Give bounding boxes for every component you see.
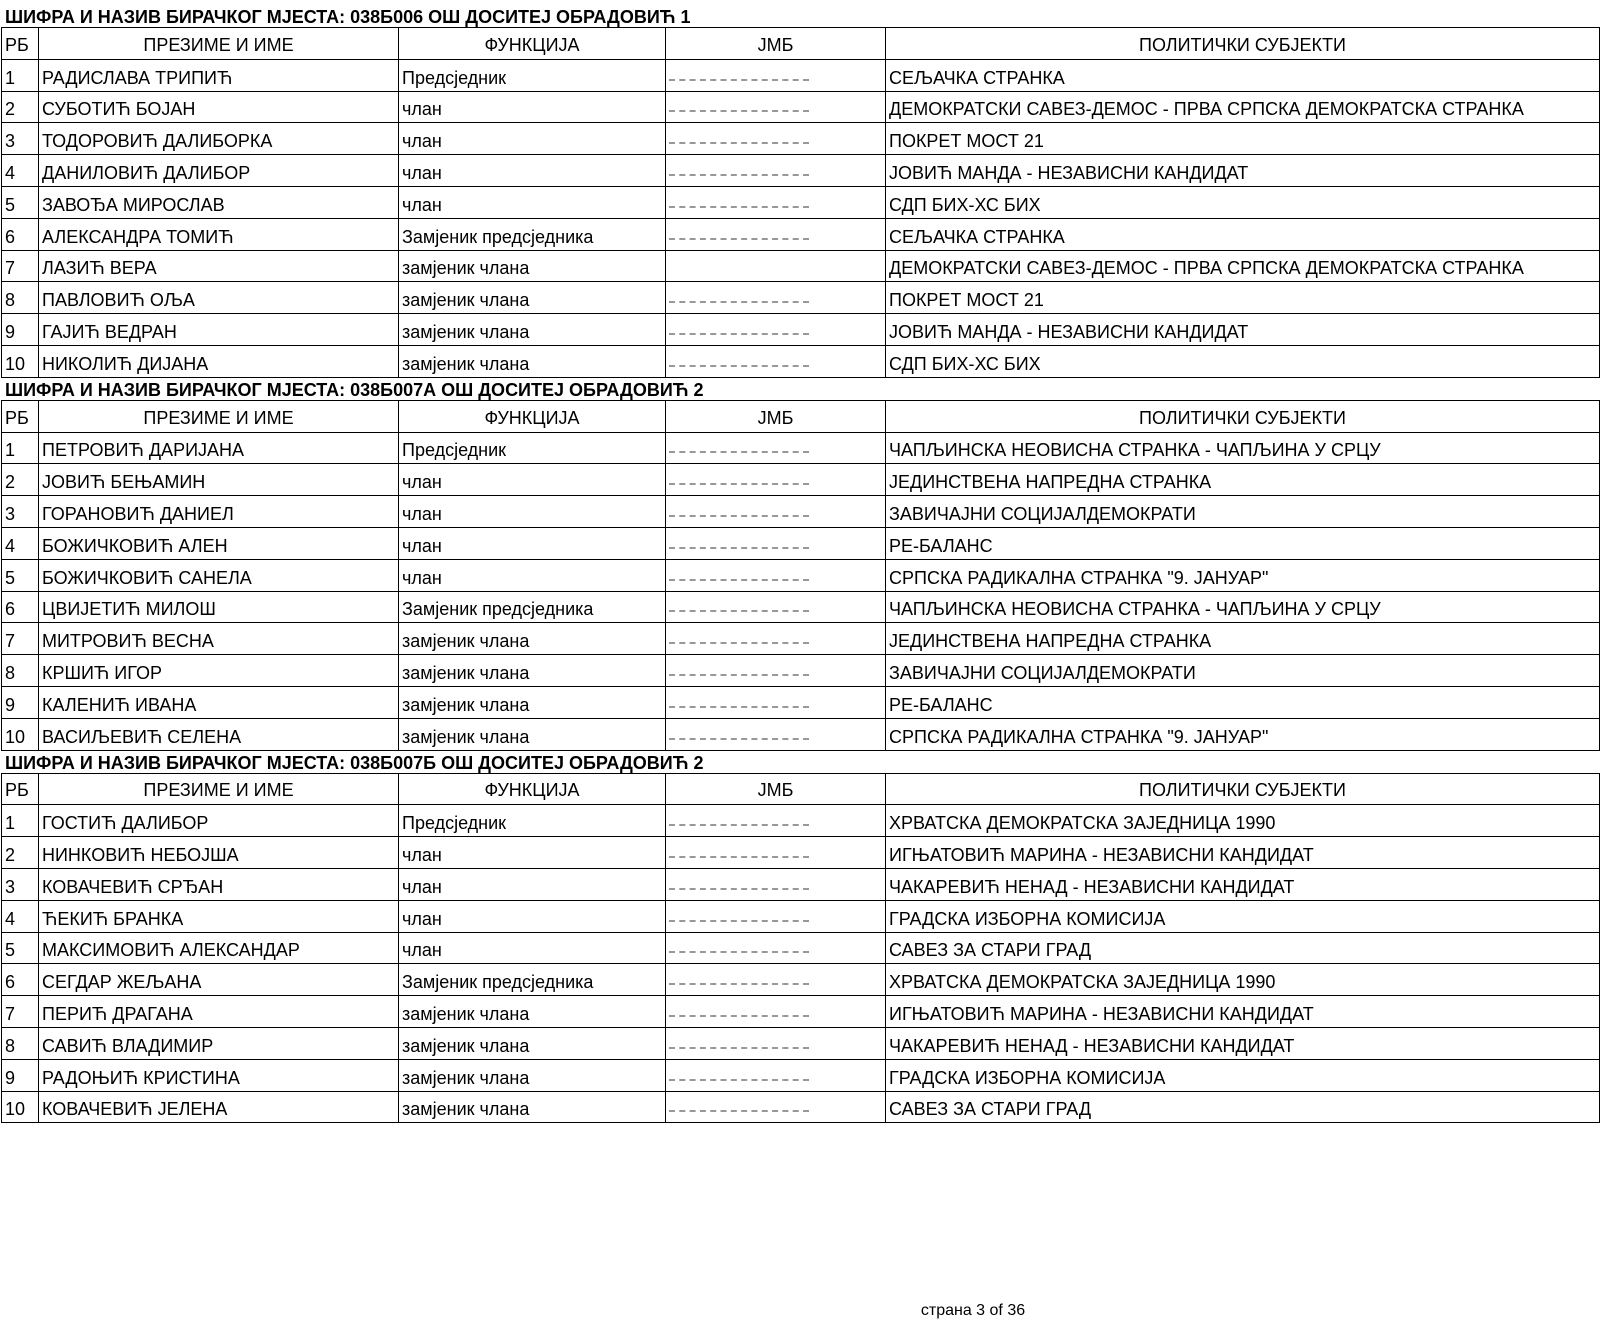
- polling-station-title: ШИФРА И НАЗИВ БИРАЧКОГ МЈЕСТА: 038Б007Б ОШ ДОСИТЕЈ ОБРАДОВИЋ 2: [5, 752, 704, 773]
- polling-station-title: ШИФРА И НАЗИВ БИРАЧКОГ МЈЕСТА: 038Б007А ОШ ДОСИТЕЈ ОБРАДОВИЋ 2: [5, 379, 704, 400]
- polling-station-title: ШИФРА И НАЗИВ БИРАЧКОГ МЈЕСТА: 038Б006 ОШ ДОСИТЕЈ ОБРАДОВИЋ 1: [5, 7, 691, 27]
- member-name: ЋЕКИЋ БРАНКА: [39, 900, 399, 932]
- header-name: ПРЕЗИМЕ И ИМЕ: [39, 400, 399, 432]
- header-party: ПОЛИТИЧКИ СУБЈЕКТИ: [886, 28, 1600, 60]
- jmb-redacted: [666, 345, 886, 377]
- jmb-redacted: [666, 932, 886, 964]
- member-name: ГОРАНОВИЋ ДАНИЕЛ: [39, 496, 399, 528]
- member-name: СУБОТИЋ БОЈАН: [39, 91, 399, 123]
- political-subject: ЗАВИЧАЈНИ СОЦИЈАЛДЕМОКРАТИ: [886, 655, 1600, 687]
- redaction-mark: [669, 1106, 809, 1112]
- member-name: ПЕТРОВИЋ ДАРИЈАНА: [39, 432, 399, 464]
- member-function: замјеник члана: [399, 718, 666, 750]
- member-name: БОЖИЧКОВИЋ САНЕЛА: [39, 559, 399, 591]
- row-number: 5: [2, 559, 39, 591]
- table-row: [2, 591, 1600, 623]
- member-function: члан: [399, 900, 666, 932]
- jmb-redacted: [666, 250, 886, 282]
- political-subject: ЈЕДИНСТВЕНА НАПРЕДНА СТРАНКА: [886, 464, 1600, 496]
- member-function: замјеник члана: [399, 250, 666, 282]
- jmb-redacted: [666, 718, 886, 750]
- member-name: КОВАЧЕВИЋ ЈЕЛЕНА: [39, 1091, 399, 1123]
- jmb-redacted: [666, 900, 886, 932]
- polling-station-sections: [1, 8, 1599, 1123]
- political-subject: ПОКРЕТ МОСТ 21: [886, 282, 1600, 314]
- row-number: 2: [2, 464, 39, 496]
- member-name: КОВАЧЕВИЋ СРЂАН: [39, 868, 399, 900]
- header-function: ФУНКЦИЈА: [399, 773, 666, 805]
- row-number: 7: [2, 250, 39, 282]
- political-subject: ПОКРЕТ МОСТ 21: [886, 123, 1600, 155]
- redaction-mark: [669, 329, 809, 335]
- redaction-mark: [669, 916, 809, 922]
- member-function: замјеник члана: [399, 345, 666, 377]
- member-function: члан: [399, 932, 666, 964]
- header-rb: РБ: [2, 773, 39, 805]
- table-row: [2, 932, 1600, 964]
- member-name: РАДИСЛАВА ТРИПИЋ: [39, 59, 399, 91]
- row-number: 9: [2, 1059, 39, 1091]
- jmb-redacted: [666, 1091, 886, 1123]
- political-subject: ГРАДСКА ИЗБОРНА КОМИСИЈА: [886, 900, 1600, 932]
- table-row: [2, 686, 1600, 718]
- jmb-redacted: [666, 155, 886, 187]
- political-subject: СРПСКА РАДИКАЛНА СТРАНКА "9. ЈАНУАР": [886, 718, 1600, 750]
- header-function: ФУНКЦИЈА: [399, 28, 666, 60]
- jmb-redacted: [666, 123, 886, 155]
- table-row: [2, 1027, 1600, 1059]
- row-number: 4: [2, 900, 39, 932]
- member-function: замјеник члана: [399, 655, 666, 687]
- redaction-mark: [669, 852, 809, 858]
- jmb-redacted: [666, 464, 886, 496]
- member-function: члан: [399, 91, 666, 123]
- member-name: МАКСИМОВИЋ АЛЕКСАНДАР: [39, 932, 399, 964]
- member-function: члан: [399, 123, 666, 155]
- member-function: члан: [399, 837, 666, 869]
- row-number: 3: [2, 868, 39, 900]
- redaction-mark: [669, 734, 809, 740]
- member-function: замјеник члана: [399, 623, 666, 655]
- member-function: члан: [399, 186, 666, 218]
- redaction-mark: [669, 702, 809, 708]
- political-subject: САВЕЗ ЗА СТАРИ ГРАД: [886, 1091, 1600, 1123]
- member-name: ЗАВОЂА МИРОСЛАВ: [39, 186, 399, 218]
- row-number: 7: [2, 623, 39, 655]
- member-function: члан: [399, 496, 666, 528]
- header-name: ПРЕЗИМЕ И ИМЕ: [39, 773, 399, 805]
- political-subject: СДП БИХ-ХС БИХ: [886, 345, 1600, 377]
- header-rb: РБ: [2, 400, 39, 432]
- jmb-redacted: [666, 591, 886, 623]
- political-subject: ЈОВИЋ МАНДА - НЕЗАВИСНИ КАНДИДАТ: [886, 155, 1600, 187]
- member-name: АЛЕКСАНДРА ТОМИЋ: [39, 218, 399, 250]
- table-row: [2, 868, 1600, 900]
- table-row: [2, 718, 1600, 750]
- redaction-mark: [669, 297, 809, 303]
- redaction-mark: [669, 361, 809, 367]
- member-name: САВИЋ ВЛАДИМИР: [39, 1027, 399, 1059]
- member-function: замјеник члана: [399, 1059, 666, 1091]
- jmb-redacted: [666, 91, 886, 123]
- member-name: СЕГДАР ЖЕЉАНА: [39, 964, 399, 996]
- jmb-redacted: [666, 527, 886, 559]
- row-number: 8: [2, 655, 39, 687]
- jmb-redacted: [666, 432, 886, 464]
- redaction-mark: [669, 75, 809, 81]
- table-row: [2, 59, 1600, 91]
- header-jmb: ЈМБ: [666, 773, 886, 805]
- political-subject: ИГЊАТОВИЋ МАРИНА - НЕЗАВИСНИ КАНДИДАТ: [886, 996, 1600, 1028]
- header-jmb: ЈМБ: [666, 28, 886, 60]
- row-number: 4: [2, 527, 39, 559]
- table-row: [2, 964, 1600, 996]
- table-row: [2, 123, 1600, 155]
- table-header-row: [2, 400, 1600, 432]
- table-row: [2, 559, 1600, 591]
- table-row: [2, 996, 1600, 1028]
- member-name: РАДОЊИЋ КРИСТИНА: [39, 1059, 399, 1091]
- redaction-mark: [669, 479, 809, 485]
- member-function: члан: [399, 155, 666, 187]
- redaction-mark: [669, 202, 809, 208]
- political-subject: ЧАКАРЕВИЋ НЕНАД - НЕЗАВИСНИ КАНДИДАТ: [886, 1027, 1600, 1059]
- jmb-redacted: [666, 282, 886, 314]
- redaction-mark: [669, 1011, 809, 1017]
- political-subject: СРПСКА РАДИКАЛНА СТРАНКА "9. ЈАНУАР": [886, 559, 1600, 591]
- member-function: замјеник члана: [399, 996, 666, 1028]
- political-subject: ГРАДСКА ИЗБОРНА КОМИСИЈА: [886, 1059, 1600, 1091]
- header-function: ФУНКЦИЈА: [399, 400, 666, 432]
- redaction-mark: [669, 670, 809, 676]
- redaction-mark: [669, 447, 809, 453]
- table-row: [2, 837, 1600, 869]
- header-rb: РБ: [2, 28, 39, 60]
- member-name: ЛАЗИЋ ВЕРА: [39, 250, 399, 282]
- member-name: ВАСИЉЕВИЋ СЕЛЕНА: [39, 718, 399, 750]
- row-number: 2: [2, 837, 39, 869]
- jmb-redacted: [666, 868, 886, 900]
- jmb-redacted: [666, 655, 886, 687]
- redaction-mark: [669, 138, 809, 144]
- table-row: [2, 496, 1600, 528]
- header-name: ПРЕЗИМЕ И ИМЕ: [39, 28, 399, 60]
- jmb-redacted: [666, 559, 886, 591]
- table-header-row: [2, 28, 1600, 60]
- jmb-redacted: [666, 964, 886, 996]
- table-row: [2, 91, 1600, 123]
- member-name: КРШИЋ ИГОР: [39, 655, 399, 687]
- polling-station-block: [1, 754, 1599, 1124]
- table-row: [2, 218, 1600, 250]
- polling-station-block: [1, 8, 1599, 378]
- political-subject: СДП БИХ-ХС БИХ: [886, 186, 1600, 218]
- table-row: [2, 623, 1600, 655]
- redaction-mark: [669, 170, 809, 176]
- jmb-redacted: [666, 1027, 886, 1059]
- row-number: 9: [2, 314, 39, 346]
- member-function: Замјеник предсједника: [399, 964, 666, 996]
- committee-table: [1, 773, 1600, 1124]
- redaction-mark: [669, 947, 809, 953]
- jmb-redacted: [666, 218, 886, 250]
- political-subject: СЕЉАЧКА СТРАНКА: [886, 59, 1600, 91]
- jmb-redacted: [666, 186, 886, 218]
- member-function: замјеник члана: [399, 314, 666, 346]
- row-number: 5: [2, 932, 39, 964]
- political-subject: ДЕМОКРАТСКИ САВЕЗ-ДЕМОС - ПРВА СРПСКА ДЕМОКРАТСКА СТРАНКА: [886, 250, 1600, 282]
- row-number: 1: [2, 432, 39, 464]
- member-name: НИКОЛИЋ ДИЈАНА: [39, 345, 399, 377]
- member-name: ДАНИЛОВИЋ ДАЛИБОР: [39, 155, 399, 187]
- table-row: [2, 345, 1600, 377]
- member-name: ГОСТИЋ ДАЛИБОР: [39, 805, 399, 837]
- row-number: 8: [2, 282, 39, 314]
- row-number: 1: [2, 805, 39, 837]
- member-function: Предсједник: [399, 59, 666, 91]
- member-function: Замјеник предсједника: [399, 218, 666, 250]
- political-subject: РЕ-БАЛАНС: [886, 527, 1600, 559]
- jmb-redacted: [666, 623, 886, 655]
- political-subject: ЧАКАРЕВИЋ НЕНАД - НЕЗАВИСНИ КАНДИДАТ: [886, 868, 1600, 900]
- political-subject: САВЕЗ ЗА СТАРИ ГРАД: [886, 932, 1600, 964]
- redaction-mark: [669, 234, 809, 240]
- jmb-redacted: [666, 1059, 886, 1091]
- table-row: [2, 155, 1600, 187]
- row-number: 10: [2, 718, 39, 750]
- member-function: члан: [399, 868, 666, 900]
- table-row: [2, 805, 1600, 837]
- political-subject: ЧАПЉИНСКА НЕОВИСНА СТРАНКА - ЧАПЉИНА У СРЦУ: [886, 432, 1600, 464]
- row-number: 4: [2, 155, 39, 187]
- member-function: замјеник члана: [399, 1027, 666, 1059]
- table-row: [2, 1091, 1600, 1123]
- member-function: члан: [399, 527, 666, 559]
- table-row: [2, 527, 1600, 559]
- committee-table: [1, 400, 1600, 751]
- redaction-mark: [669, 638, 809, 644]
- header-jmb: ЈМБ: [666, 400, 886, 432]
- table-row: [2, 186, 1600, 218]
- table-row: [2, 250, 1600, 282]
- member-function: члан: [399, 559, 666, 591]
- political-subject: ИГЊАТОВИЋ МАРИНА - НЕЗАВИСНИ КАНДИДАТ: [886, 837, 1600, 869]
- table-row: [2, 282, 1600, 314]
- member-name: КАЛЕНИЋ ИВАНА: [39, 686, 399, 718]
- member-name: БОЖИЧКОВИЋ АЛЕН: [39, 527, 399, 559]
- table-row: [2, 1059, 1600, 1091]
- jmb-redacted: [666, 314, 886, 346]
- member-function: члан: [399, 464, 666, 496]
- polling-station-block: [1, 381, 1599, 751]
- redaction-mark: [669, 1075, 809, 1081]
- row-number: 6: [2, 964, 39, 996]
- member-function: Замјеник предсједника: [399, 591, 666, 623]
- political-subject: ХРВАТСКА ДЕМОКРАТСКА ЗАЈЕДНИЦА 1990: [886, 805, 1600, 837]
- member-name: ЦВИЈЕТИЋ МИЛОШ: [39, 591, 399, 623]
- row-number: 3: [2, 496, 39, 528]
- redaction-mark: [669, 106, 809, 112]
- table-row: [2, 655, 1600, 687]
- page-number: страна 3 of 36: [920, 1302, 1026, 1319]
- political-subject: СЕЉАЧКА СТРАНКА: [886, 218, 1600, 250]
- row-number: 7: [2, 996, 39, 1028]
- jmb-redacted: [666, 59, 886, 91]
- redaction-mark: [669, 606, 809, 612]
- jmb-redacted: [666, 996, 886, 1028]
- document-page: [1, 8, 1599, 1126]
- committee-table: [1, 27, 1600, 378]
- row-number: 2: [2, 91, 39, 123]
- redaction-mark: [669, 575, 809, 581]
- redaction-mark: [669, 543, 809, 549]
- redaction-mark: [669, 511, 809, 517]
- jmb-redacted: [666, 496, 886, 528]
- political-subject: ХРВАТСКА ДЕМОКРАТСКА ЗАЈЕДНИЦА 1990: [886, 964, 1600, 996]
- member-function: замјеник члана: [399, 1091, 666, 1123]
- political-subject: ДЕМОКРАТСКИ САВЕЗ-ДЕМОС - ПРВА СРПСКА ДЕМОКРАТСКА СТРАНКА: [886, 91, 1600, 123]
- table-row: [2, 432, 1600, 464]
- member-function: Предсједник: [399, 432, 666, 464]
- member-function: замјеник члана: [399, 686, 666, 718]
- jmb-redacted: [666, 837, 886, 869]
- member-name: МИТРОВИЋ ВЕСНА: [39, 623, 399, 655]
- redaction-mark: [669, 1043, 809, 1049]
- member-name: ПЕРИЋ ДРАГАНА: [39, 996, 399, 1028]
- redaction-mark: [669, 884, 809, 890]
- jmb-redacted: [666, 686, 886, 718]
- member-function: замјеник члана: [399, 282, 666, 314]
- member-name: ЈОВИЋ БЕЊАМИН: [39, 464, 399, 496]
- row-number: 1: [2, 59, 39, 91]
- table-row: [2, 314, 1600, 346]
- member-name: ТОДОРОВИЋ ДАЛИБОРКА: [39, 123, 399, 155]
- redaction-mark: [669, 979, 809, 985]
- jmb-redacted: [666, 805, 886, 837]
- political-subject: ЈОВИЋ МАНДА - НЕЗАВИСНИ КАНДИДАТ: [886, 314, 1600, 346]
- row-number: 8: [2, 1027, 39, 1059]
- header-party: ПОЛИТИЧКИ СУБЈЕКТИ: [886, 773, 1600, 805]
- row-number: 6: [2, 218, 39, 250]
- header-party: ПОЛИТИЧКИ СУБЈЕКТИ: [886, 400, 1600, 432]
- row-number: 9: [2, 686, 39, 718]
- row-number: 10: [2, 345, 39, 377]
- member-name: НИНКОВИЋ НЕБОЈША: [39, 837, 399, 869]
- member-function: Предсједник: [399, 805, 666, 837]
- redaction-mark: [669, 820, 809, 826]
- political-subject: ЗАВИЧАЈНИ СОЦИЈАЛДЕМОКРАТИ: [886, 496, 1600, 528]
- political-subject: РЕ-БАЛАНС: [886, 686, 1600, 718]
- member-name: ГАЈИЋ ВЕДРАН: [39, 314, 399, 346]
- member-name: ПАВЛОВИЋ ОЉА: [39, 282, 399, 314]
- row-number: 3: [2, 123, 39, 155]
- table-row: [2, 900, 1600, 932]
- row-number: 5: [2, 186, 39, 218]
- row-number: 10: [2, 1091, 39, 1123]
- political-subject: ЧАПЉИНСКА НЕОВИСНА СТРАНКА - ЧАПЉИНА У СРЦУ: [886, 591, 1600, 623]
- political-subject: ЈЕДИНСТВЕНА НАПРЕДНА СТРАНКА: [886, 623, 1600, 655]
- table-row: [2, 464, 1600, 496]
- row-number: 6: [2, 591, 39, 623]
- table-header-row: [2, 773, 1600, 805]
